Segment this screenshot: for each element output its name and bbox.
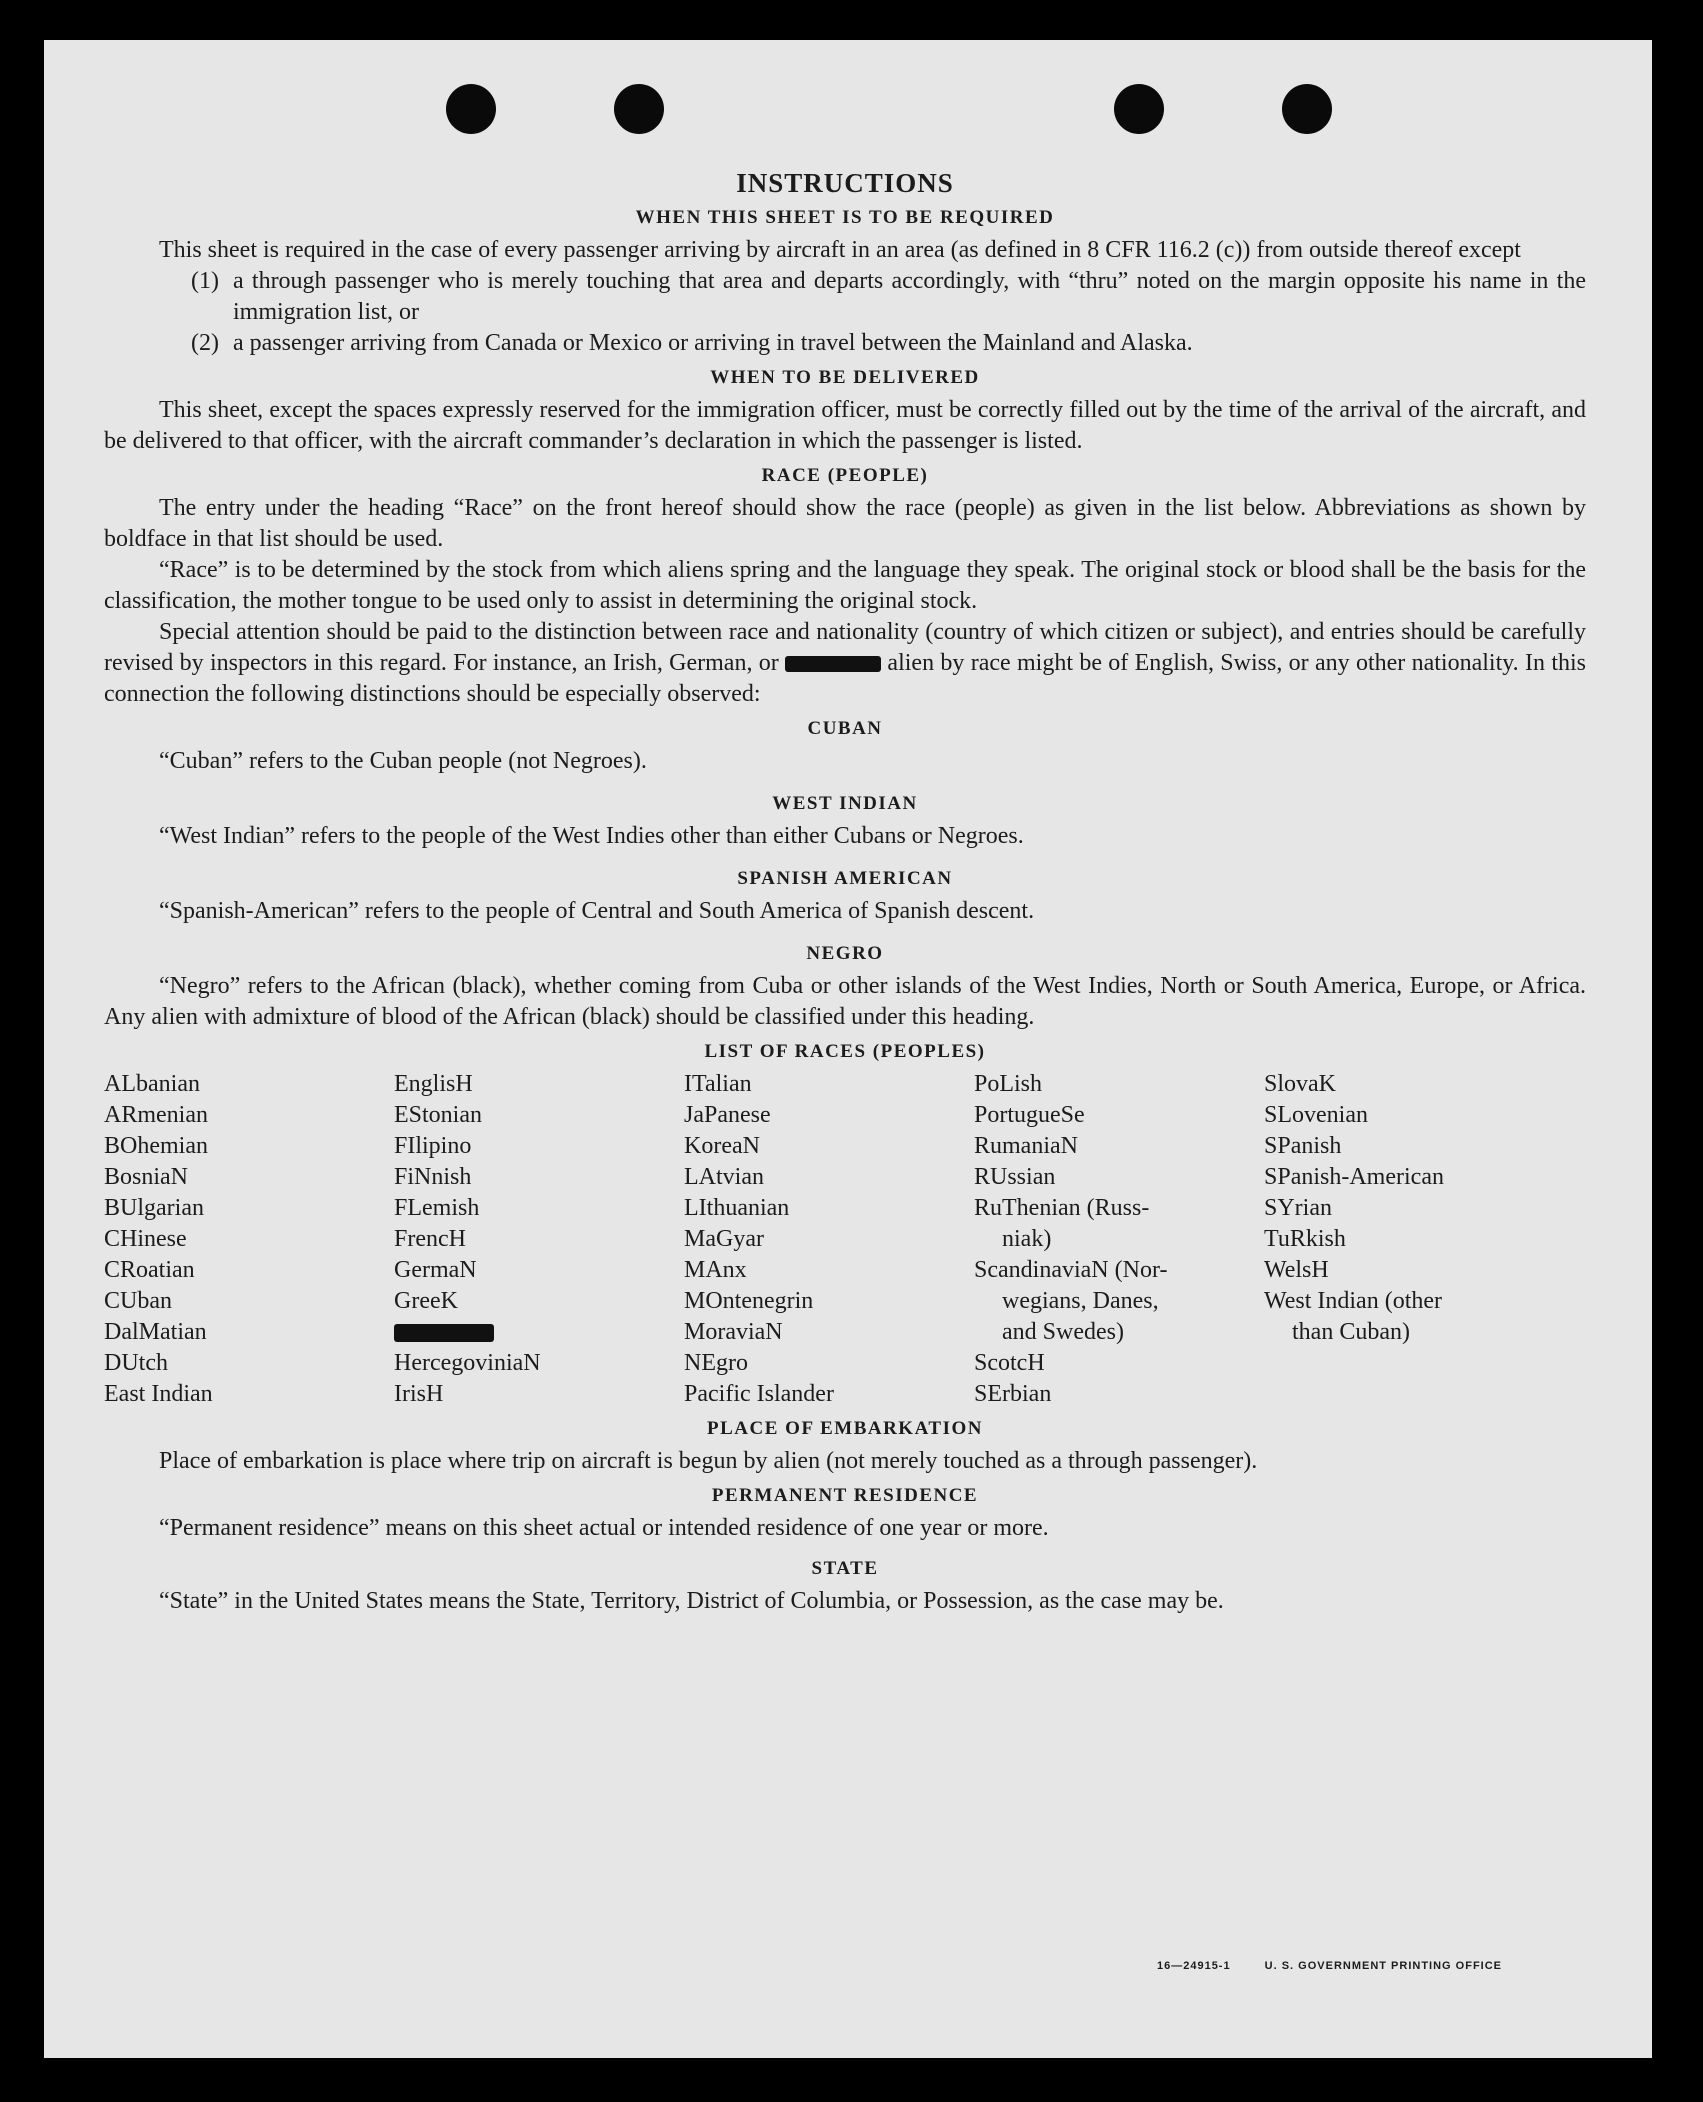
race-entry: IrisH xyxy=(394,1381,444,1407)
race-column-5 xyxy=(1264,1069,1564,1410)
section-heading-race: RACE (PEOPLE) xyxy=(761,465,929,486)
race-paragraph-3-end: alien by race might be of English, Swiss, or any other nationality. In this connection the following distinctions should be especially observed: xyxy=(104,650,1586,707)
punch-hole xyxy=(446,84,496,134)
race-entry: RuThenian (Russ- xyxy=(974,1195,1150,1221)
section-heading-residence: PERMANENT RESIDENCE xyxy=(711,1485,979,1506)
race-entry: PoLish xyxy=(974,1071,1043,1097)
race-entry-redacted xyxy=(394,1317,684,1348)
section-heading-when-delivered: WHEN TO BE DELIVERED xyxy=(710,367,980,388)
race-entry: FLemish xyxy=(394,1195,480,1221)
race-entry: ScotcH xyxy=(974,1350,1045,1376)
race-entry: BUlgarian xyxy=(104,1195,204,1221)
race-entry: WelsH xyxy=(1264,1257,1329,1283)
cuban-text: “Cuban” refers to the Cuban people (not Negroes). xyxy=(159,748,647,774)
race-paragraph-3-start: Special attention should be paid to the distinction between race and nationality (country of which citizen or subject), and entries should be carefully revised by inspectors in this regard. For instance, an Irish, German, or xyxy=(104,619,1586,676)
race-entry: FrencH xyxy=(394,1226,466,1252)
embarkation-text: Place of embarkation is place where trip on aircraft is begun by alien (not merely touched as a through passenger). xyxy=(159,1448,1258,1474)
spanish-american-text: “Spanish-American” refers to the people of Central and South America of Spanish descent. xyxy=(159,898,1035,924)
race-entry: GermaN xyxy=(394,1257,477,1283)
race-entry: SErbian xyxy=(974,1381,1052,1407)
section-heading-negro: NEGRO xyxy=(806,943,884,964)
document-sheet xyxy=(44,40,1652,2058)
section-heading-spanish-american: SPANISH AMERICAN xyxy=(737,868,953,889)
item-text: a passenger arriving from Canada or Mexico or arriving in travel between the Mainland and Alaska. xyxy=(233,330,1193,356)
race-entry-continued: than Cuban) xyxy=(1292,1319,1410,1345)
footer xyxy=(1127,1960,1502,1972)
race-entry: MaGyar xyxy=(684,1226,764,1252)
race-column-1 xyxy=(104,1069,394,1410)
punch-hole xyxy=(614,84,664,134)
west-indian-text: “West Indian” refers to the people of the West Indies other than either Cubans or Negroes. xyxy=(159,823,1024,849)
race-entry: ScandinaviaN (Nor- xyxy=(974,1257,1168,1283)
race-entry: West Indian (other xyxy=(1264,1288,1443,1314)
race-entry: ARmenian xyxy=(104,1102,208,1128)
race-entry: BOhemian xyxy=(104,1133,208,1159)
race-entry-continued: and Swedes) xyxy=(1002,1319,1124,1345)
race-entry: ITalian xyxy=(684,1071,752,1097)
race-entry: TuRkish xyxy=(1264,1226,1346,1252)
race-entry: CUban xyxy=(104,1288,172,1314)
race-entry: LAtvian xyxy=(684,1164,764,1190)
race-entry: RumaniaN xyxy=(974,1133,1078,1159)
race-entry: SYrian xyxy=(1264,1195,1332,1221)
race-paragraph-1: The entry under the heading “Race” on the front hereof should show the race (people) as given in the list below. Abbreviations as shown by boldface in that list should be used. xyxy=(104,495,1586,552)
list-item xyxy=(104,328,1586,359)
section-heading-west-indian: WEST INDIAN xyxy=(772,793,918,814)
item-number: (2) xyxy=(191,330,219,356)
race-entry: KoreaN xyxy=(684,1133,760,1159)
race-entry: MAnx xyxy=(684,1257,747,1283)
race-entry: NEgro xyxy=(684,1350,748,1376)
race-entry: Pacific Islander xyxy=(684,1381,834,1407)
race-entry: GreeK xyxy=(394,1288,458,1314)
section-heading-cuban: CUBAN xyxy=(807,718,883,739)
race-entry-continued: niak) xyxy=(1002,1226,1052,1252)
punch-hole xyxy=(1282,84,1332,134)
race-entry: HercegoviniaN xyxy=(394,1350,541,1376)
race-entry: MoraviaN xyxy=(684,1319,783,1345)
residence-text: “Permanent residence” means on this sheet actual or intended residence of one year or more. xyxy=(159,1515,1049,1541)
race-column-3 xyxy=(684,1069,974,1410)
race-entry: FIlipino xyxy=(394,1133,472,1159)
race-entry: SlovaK xyxy=(1264,1071,1336,1097)
race-entry: FiNnish xyxy=(394,1164,472,1190)
race-entry: SLovenian xyxy=(1264,1102,1368,1128)
list-heading: LIST OF RACES (PEOPLES) xyxy=(704,1041,986,1062)
race-entry: ALbanian xyxy=(104,1071,200,1097)
race-entry: LIthuanian xyxy=(684,1195,790,1221)
instructions-content xyxy=(104,168,1586,1617)
section-heading-state: STATE xyxy=(811,1558,879,1579)
race-paragraph-3 xyxy=(104,617,1586,710)
printer-credit: U. S. GOVERNMENT PRINTING OFFICE xyxy=(1264,1960,1502,1972)
race-entry: EnglisH xyxy=(394,1071,473,1097)
race-entry: CHinese xyxy=(104,1226,187,1252)
form-number: 16—24915-1 xyxy=(1156,1960,1231,1972)
page-title: INSTRUCTIONS xyxy=(736,168,954,198)
section-heading-embarkation: PLACE OF EMBARKATION xyxy=(707,1418,983,1439)
list-item xyxy=(104,266,1586,328)
punch-hole xyxy=(1114,84,1164,134)
race-entry: SPanish xyxy=(1264,1133,1342,1159)
negro-text: “Negro” refers to the African (black), whether coming from Cuba or other islands of the West Indies, North or South America, Europe, or Africa. Any alien with admixture of blood of the African (black) should be classified under this heading. xyxy=(104,973,1586,1030)
section-heading-when-required: WHEN THIS SHEET IS TO BE REQUIRED xyxy=(635,207,1055,228)
race-entry: MOntenegrin xyxy=(684,1288,814,1314)
race-entry: EStonian xyxy=(394,1102,482,1128)
race-entry: SPanish-American xyxy=(1264,1164,1444,1190)
race-paragraph-2: “Race” is to be determined by the stock from which aliens spring and the language they speak. The original stock or blood shall be the basis for the classification, the mother tongue to be used only to assist in determining the original stock. xyxy=(104,557,1586,614)
race-entry: RUssian xyxy=(974,1164,1056,1190)
race-entry: DalMatian xyxy=(104,1319,207,1345)
race-entry-continued: wegians, Danes, xyxy=(1002,1288,1159,1314)
when-delivered-text: This sheet, except the spaces expressly reserved for the immigration officer, must be correctly filled out by the time of the arrival of the aircraft, and be delivered to that officer, with the aircraft commander’s declaration in which the passenger is listed. xyxy=(104,397,1586,454)
race-column-2 xyxy=(394,1069,684,1410)
race-entry: East Indian xyxy=(104,1381,213,1407)
when-required-intro: This sheet is required in the case of every passenger arriving by aircraft in an area (as defined in 8 CFR 116.2 (c)) from outside thereof except xyxy=(159,237,1521,263)
race-entry: BosniaN xyxy=(104,1164,188,1190)
race-entry: JaPanese xyxy=(684,1102,771,1128)
item-text: a through passenger who is merely touching that area and departs accordingly, with “thru” noted on the margin opposite his name in the immigration list, or xyxy=(233,268,1586,325)
race-entry: DUtch xyxy=(104,1350,168,1376)
redaction-mark xyxy=(394,1324,494,1342)
race-entry: CRoatian xyxy=(104,1257,195,1283)
race-entry: PortugueSe xyxy=(974,1102,1085,1128)
race-column-4 xyxy=(974,1069,1264,1410)
race-list xyxy=(104,1069,1586,1410)
item-number: (1) xyxy=(191,268,219,294)
redaction-mark xyxy=(785,656,881,672)
state-text: “State” in the United States means the State, Territory, District of Columbia, or Possession, as the case may be. xyxy=(159,1588,1224,1614)
